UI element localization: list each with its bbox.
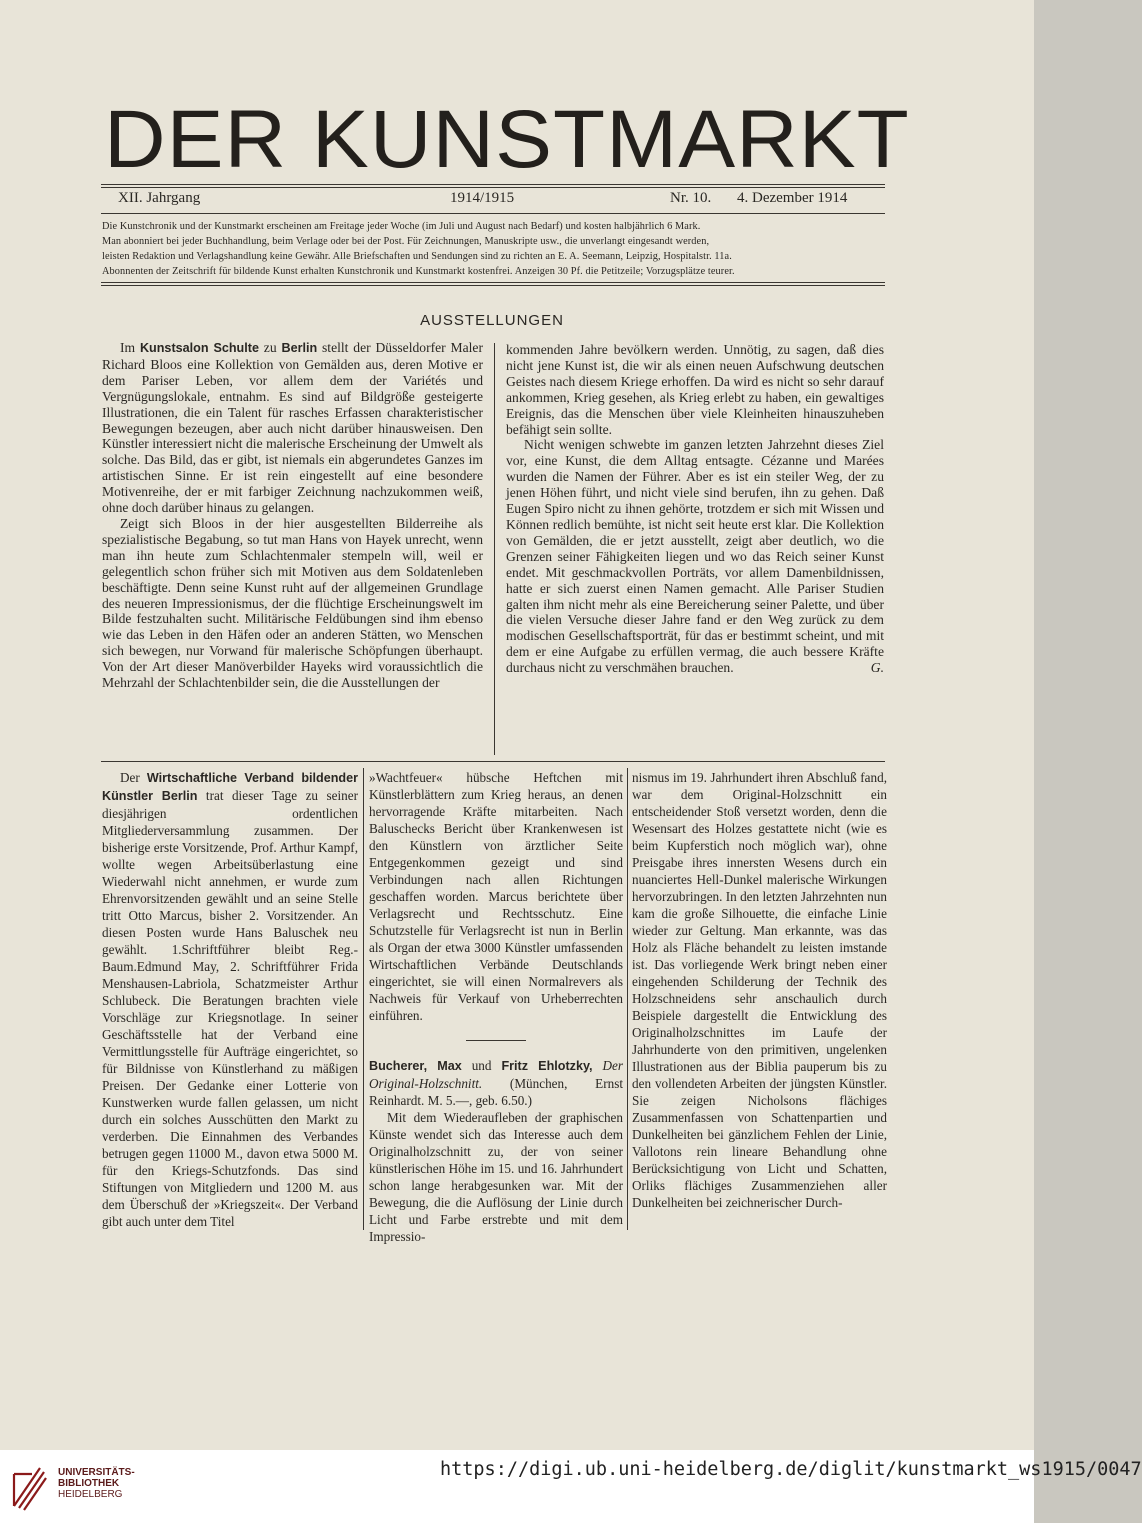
review-heading [369, 1057, 623, 1109]
paragraph: nismus im 19. Jahrhundert ihren Abschluß fand, war dem Original-Holzschnitt ein entscheidender Stoß versetzt worden, denn die Wesensart des Holzes gestattete nicht (wie es beim Kupferstich noch möglich war), ohne Preisgabe ihres innersten Wesens durch ein nuanciertes Hell-Dunkel malerische Wirkungen hervorzubringen. In den letzten Jahrzehnten nun kam die große Silhouette, die einfache Linie wieder zur Geltung. Man erkannte, was das Holz als Fläche behandelt zu leisten imstande ist. Das vorliegende Werk bringt neben einer eingehenden Schilderung der Technik des Holzschneidens sehr anschaulich durch Beispiele dargestellt die Entwicklung des Originalholzschnittes im Laufe der Jahrhunderte von den primitiven, ungelenken Illustrationen aus der Biblia pauperum bis zu den vollendeten Arbeiten der jüngsten Künstler. Sie zeigen Nicholsons flächiges Zusammenfassen von Schattenpartien und Dunkelheiten bei gänzlichem Fehlen der Linie, Vallotons rein lineare Behandlung ohne Berücksichtigung von Licht und Schatten, Orliks flächiges Zusammenziehen aller Dunkelheiten bei zeichnerischer Durch- [632, 770, 887, 1210]
article-column-c [632, 769, 887, 1211]
paragraph [102, 769, 358, 1230]
issue-rule [101, 213, 885, 214]
notice-rule-2 [101, 285, 885, 286]
issue-number: Nr. 10. [670, 190, 712, 206]
text: Nicht wenigen schwebte im ganzen letzten Jahrzehnt dieses Ziel vor, eine Kunst, die dem Alltag entsagte. Cézanne und Marées wurden die Namen der Führer. Aber es ist ein steiler Weg, der zu jenen Höhen führt, und nicht viele sind berufen, ihn zu gehen. Daß Eugen Spiro nicht zu ihnen gehörte, trotzdem er sich mit Wissen und Können redlich bemühte, ist nicht seit heute erst klar. Die Kollektion von Gemälden, die er jetzt ausstellt, zeigt aber deutlich, wo die Grenzen seiner Fähigkeiten liegen und wo das Reich seiner Kunst endet. Mit geschmackvollen Porträts, vor allem Damenbildnissen, hatte er sich zuerst einen Namen gemacht. Alle Pariser Studien galten ihm nicht mehr als eine Bereicherung seiner Palette, und über die vielen Versuche dieser Jahre fand er den Weg zurück zu dem modischen Gesellschaftsporträt, für das er bestimmt scheint, und mit dem er eine Aufgabe zu erfüllen vermag, die auch bessere Kräfte durchaus nicht zu verschmähen brauchen. [506, 437, 884, 676]
bold-text: Fritz Ehlotzky, [501, 1059, 593, 1073]
section-rule [101, 761, 885, 762]
subscription-notice [102, 219, 884, 279]
notice-line: Abonnenten der Zeitschrift für bildende Kunst erhalten Kunstchronik und Kunstmarkt kostenfrei. Anzeigen 30 Pf. die Petitzeile; Vorzugsplätze teurer. [102, 266, 735, 277]
paragraph: Zeigt sich Bloos in der hier ausgestellten Bilderreihe als spezialistische Begabung, so tut man Hans von Hayek unrecht, wenn man ihn heute zum Schlachtenmaler stempeln will, weil er gelegentlich schon früher sich mit Motiven aus dem Soldatenleben beschäftigte. Denn seine Kunst ruht auf der allgemeinen Grundlage des neueren Impressionismus, der die flüchtige Erscheinungswelt im Bilde festzuhalten sucht. Militärische Feldübungen sind ihm ebenso wie das Leben in den Häfen oder an anderen Stätten, wo Menschen sich bewegen, nur Vorwand für malerische Schöpfungen überhaupt. Von der Art dieser Manöverbilder Hayeks wird voraussichtlich die Mehrzahl der Schlachtenbilder sein, die die Ausstellungen der [102, 515, 483, 691]
bold-text: Kunstsalon Schulte [139, 341, 259, 355]
column-divider [363, 768, 364, 1230]
paragraph: kommenden Jahre bevölkern werden. Unnötig, zu sagen, daß dies nicht jene Kunst ist, die wir als einen neuen Aufschwung deutschen Geistes nach diesem Kriege erhoffen. Da wird es nicht so sehr darauf ankommen, Krieg gesehen, als Krieg erlebt zu haben, ein gewaltiges Ereignis, das die Menschen über viele Kleinheiten hinauszuheben befähigt sein sollte. [506, 342, 884, 437]
notice-line: Man abonniert bei jeder Buchhandlung, beim Verlage oder bei der Post. Für Zeichnungen, Manuskripte usw., die unverlangt eingesandt werden, [102, 236, 710, 247]
issue-years: 1914/1915 [450, 190, 515, 206]
masthead-title: DER KUNSTMARKT [104, 94, 910, 185]
book-title: Der Original-Holzschnitt. [369, 1058, 623, 1091]
column-divider [494, 343, 495, 755]
library-logo-text [58, 1467, 135, 1500]
text: trat dieser Tage zu seiner diesjährigen ordentlichen Mitgliederversammlung zusammen. Der bisherige erste Vorsitzende, Prof. Arthur Kampf, wollte wegen Arbeitsüberlastung eine Wiederwahl nicht annehmen, er wurde zum Ehrenvorsitzenden gewählt und an seine Stelle tritt Otto Marcus, bisher 2. Vorsitzender. An diesen Posten wurde Hans Baluschek neu gewählt. 1.Schriftführer bleibt Reg.-Baum.Edmund May, 2. Schriftführer Frida Menshausen-Labriola, Schatzmeister Arthur Schlubeck. Die Beratungen brachten viele Vorschläge zur Kriegsnotlage. In seiner Geschäftsstelle hat der Verband eine Vermittlungsstelle für Aufträge eingerichtet, so für Bildnisse von Künstlerhand zu mäßigen Preisen. Der Gedanke einer Lotterie von Kunstwerken wurde fallen gelassen, um nicht durch ein solches Ausschütten den Markt zu verderben. Die Einnahmen des Verbandes betrugen gegen 11000 M., davon etwa 5000 M. für den Kriegs-Schutzfonds. Das sind Stiftungen von Mitgliedern und 1200 M. aus dem Überschuß der »Kriegszeit«. Der Verband gibt auch unter dem Titel [102, 788, 358, 1229]
article-column-a [102, 769, 358, 1230]
bold-text: Wirtschaftliche Verband bildender Künstler Berlin [102, 771, 358, 803]
library-logo-icon [10, 1462, 48, 1512]
notice-rule [101, 282, 885, 283]
logo-line: HEIDELBERG [58, 1489, 123, 1500]
text: Im [120, 340, 140, 355]
article-column-b [369, 769, 623, 1245]
logo-line: UNIVERSITÄTS- [58, 1467, 135, 1478]
bold-text: Berlin [281, 341, 318, 355]
text: zu [258, 340, 282, 355]
issue-date: 4. Dezember 1914 [737, 190, 848, 206]
masthead-rule-top [101, 184, 885, 185]
masthead-rule-top-2 [101, 187, 885, 188]
article-column-2 [506, 342, 884, 676]
column-divider [627, 768, 628, 1230]
signature: G. [870, 660, 884, 676]
paragraph [506, 437, 884, 676]
text: Der [120, 770, 147, 785]
text: und [461, 1058, 502, 1073]
notice-line: leisten Redaktion und Verlagshandlung keine Gewähr. Alle Briefschaften und Sendungen sind zu richten an E. A. Seemann, Leipzig, Hospitalstr. 11a. [102, 251, 732, 262]
text: (München, Ernst Reinhardt. M. 5.—, geb. 6.50.) [369, 1076, 623, 1108]
text: stellt der Düsseldorfer Maler Richard Bloos eine Kollektion von Gemälden aus, deren Motive er dem Pariser Leben, vor allem dem der Variétés und Vergnügungslokale, entnahm. Es sind auf Bildgröße gesteigerte Illustrationen, die ein Talent für rasches Erfassen charakteristischer Bewegungen bezeugen, aber auch nicht darüber hinausweisen. Den Künstler interessiert nicht die malerische Erscheinung der Umwelt als solche. Das Bild, das er gibt, ist niemals ein abgerundetes Ganzes im artistischen Sinne. Er ist rein eingestellt auf eine besondere Motivenreihe, der er mit farbiger Zeichnung nachzukommen weiß, ohne doch darüber hinaus zu gelangen. [102, 340, 483, 516]
paragraph: Mit dem Wiederaufleben der graphischen Künste wendet sich das Interesse auch dem Originalholzschnitt zu, der von seiner künstlerischen Höhe im 15. und 16. Jahrhundert schon lange herabgesunken war. Mit der Bewegung, die die Auflösung der Linie durch Licht und Farbe erstrebte und mit dem Impressio- [369, 1110, 623, 1244]
issue-volume: XII. Jahrgang [118, 190, 201, 206]
separator-rule [466, 1040, 526, 1041]
bold-text: Bucherer, Max [369, 1059, 462, 1073]
paragraph: »Wachtfeuer« hübsche Heftchen mit Künstlerblättern zum Krieg heraus, an denen hervorragende Kräfte mitarbeiten. Nach Baluschecks Bericht über Krankenwesen ist den Künstlern von ärztlicher Seite Entgegenkommen gezeigt und sind Verbindungen nach allen Richtungen geschaffen worden. Marcus berichtete über Verlagsrecht und Rechtsschutz. Eine Schutzstelle für Verlagsrecht ist nun in Berlin als Organ der etwa 3000 Künstler umfassenden Wirtschaftlichen Verbände Deutschlands eingerichtet, sie will einen Normalrevers als Nachweis für Verkauf von Urheberrechten einführen. [369, 770, 623, 1023]
notice-line: Die Kunstchronik und der Kunstmarkt erscheinen am Freitage jeder Woche (im Juli und August nach Bedarf) und kosten halbjährlich 6 Mark. [102, 221, 701, 232]
section-heading: AUSSTELLUNGEN [420, 312, 564, 329]
logo-line: BIBLIOTHEK [58, 1478, 120, 1489]
source-url-link[interactable]: https://digi.ub.uni-heidelberg.de/diglit/kunstmarkt_ws1915/0047 [440, 1459, 1142, 1480]
issue-line [118, 190, 868, 210]
article-column-1 [102, 340, 483, 691]
paragraph [102, 340, 483, 516]
